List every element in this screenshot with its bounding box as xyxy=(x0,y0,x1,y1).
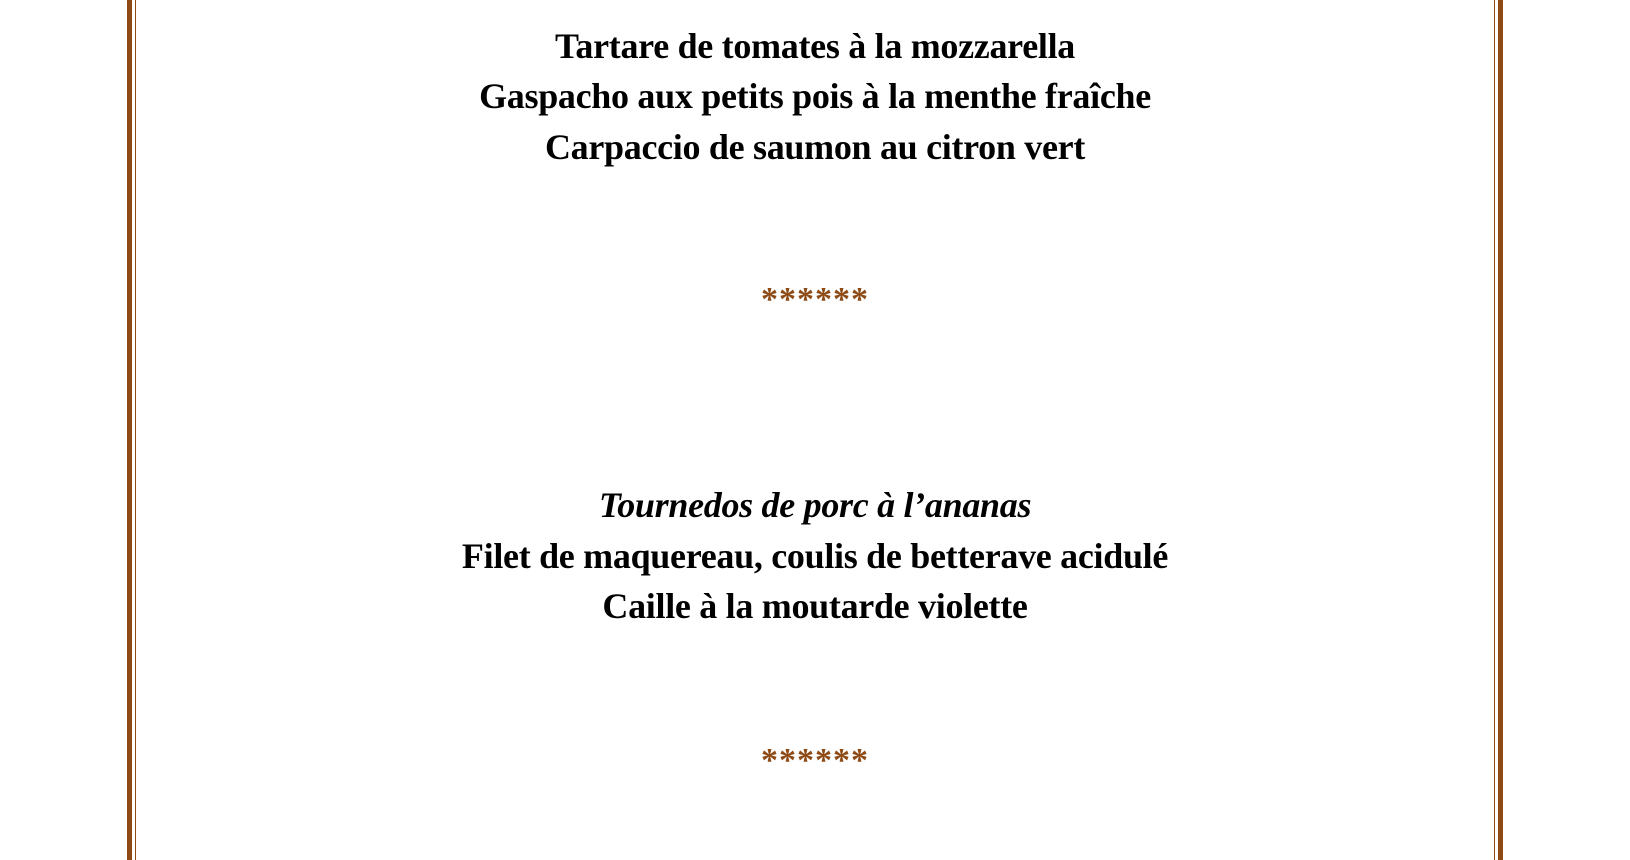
plat-item-2: Filet de maquereau, coulis de betterave acidulé xyxy=(461,536,1169,576)
entree-item-3: Carpaccio de saumon au citron vert xyxy=(544,127,1086,167)
plat-item-1: Tournedos de porc à l’ananas xyxy=(598,485,1032,525)
entree-item-2: Gaspacho aux petits pois à la menthe fraîche xyxy=(479,76,1151,116)
course-separator-1: ****** xyxy=(761,281,869,318)
plat-item-3: Caille à la moutarde violette xyxy=(602,586,1028,626)
course-separator-2: ****** xyxy=(761,742,869,779)
entree-item-1: Tartare de tomates à la mozzarella xyxy=(555,26,1075,66)
